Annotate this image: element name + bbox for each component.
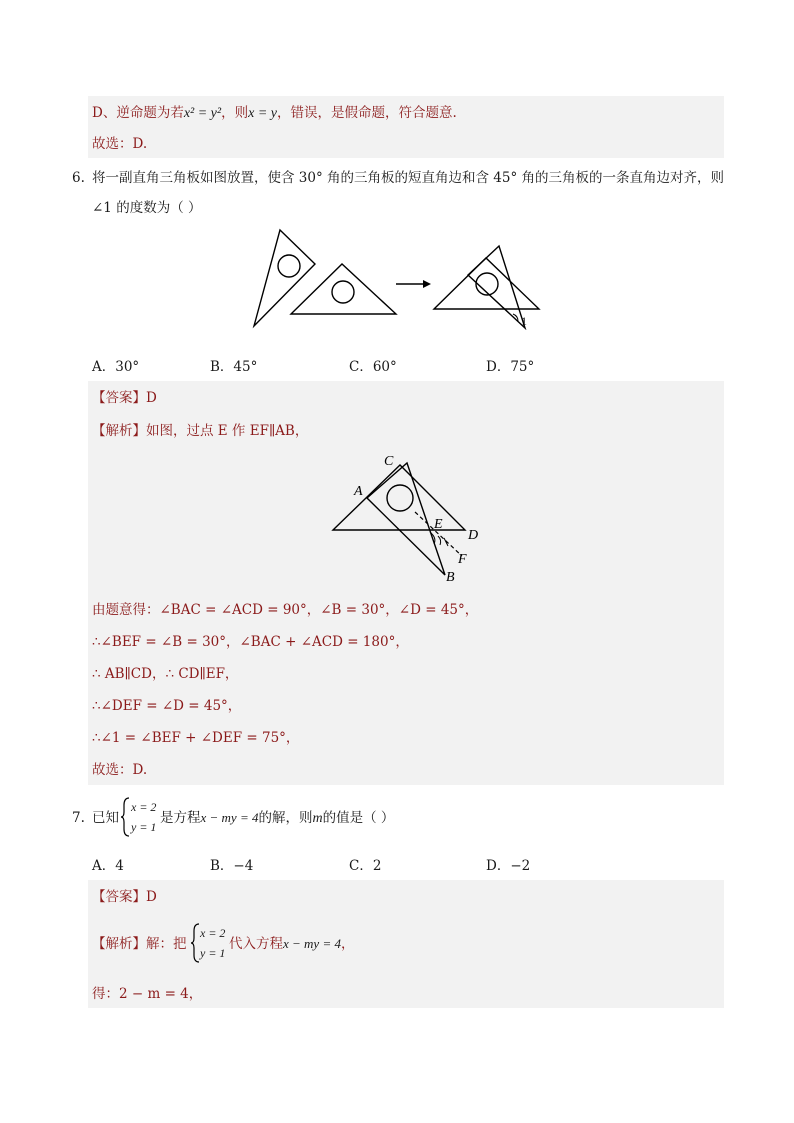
q7-brace-icon xyxy=(120,797,130,837)
label-f: F xyxy=(458,552,467,567)
q6-number: 6. xyxy=(72,170,85,186)
q5-choose: 故选：D. xyxy=(92,136,148,152)
q7-analysis-prefix: 【解析】解：把 xyxy=(92,936,187,952)
q7-stem-rest: 是方程x − my = 4的解，则m的值是（ ） xyxy=(160,810,395,826)
q6-step-2: ∴∠BEF = ∠B = 30°，∠BAC + ∠ACD = 180°， xyxy=(92,634,409,650)
q7-option-a: A．4 xyxy=(92,858,124,874)
q6-choose: 故选：D. xyxy=(92,762,148,778)
q6-angle-label: 1 xyxy=(521,314,527,328)
q7-analysis-brace-icon xyxy=(190,923,200,963)
q6-option-a: A．30° xyxy=(92,359,140,375)
q7-answer: 【答案】D xyxy=(92,889,157,905)
q6-step-4: ∴∠DEF = ∠D = 45°， xyxy=(92,698,242,714)
q6-figure-triangles xyxy=(240,222,550,330)
q5-option-d-analysis: D、逆命题为若x² = y²，则x = y，错误，是假命题，符合题意. xyxy=(92,105,457,121)
q6-step-5: ∴∠1 = ∠BEF + ∠DEF = 75°， xyxy=(92,730,300,746)
q6-step-3: ∴ AB∥CD，∴ CD∥EF， xyxy=(92,666,239,682)
q7-system-top: x = 2 xyxy=(131,800,157,814)
q7-result: 得：2 − m = 4， xyxy=(92,986,203,1002)
q6-step-1: 由题意得：∠BAC = ∠ACD = 90°，∠B = 30°，∠D = 45°， xyxy=(92,602,479,618)
q7-option-d: D．−2 xyxy=(486,858,531,874)
q6-option-b: B．45° xyxy=(210,359,258,375)
q7-option-b: B．−4 xyxy=(210,858,254,874)
q6-stem-line1: 将一副直角三角板如图放置，使含 30° 角的三角板的短直角边和含 45° 角的三角板的一条直角边对齐，则 xyxy=(92,170,725,186)
q7-system-bottom: y = 1 xyxy=(131,820,157,834)
label-e: E xyxy=(434,517,443,532)
q6-answer: 【答案】D xyxy=(92,390,157,406)
label-b: B xyxy=(446,570,455,585)
label-d: D xyxy=(468,528,479,543)
q7-stem-prefix: 已知 xyxy=(92,810,119,826)
label-a: A xyxy=(354,484,363,499)
q6-analysis: 【解析】如图，过点 E 作 EF∥AB， xyxy=(92,423,309,439)
q7-analysis-system-top: x = 2 xyxy=(200,926,226,940)
q7-number: 7. xyxy=(72,810,85,826)
q7-analysis-system-bottom: y = 1 xyxy=(200,946,226,960)
q6-option-c: C．60° xyxy=(349,359,397,375)
q6-solution-figure xyxy=(330,448,490,588)
q6-option-d: D．75° xyxy=(486,359,535,375)
label-c: C xyxy=(384,454,394,469)
q6-stem-line2: ∠1 的度数为（ ） xyxy=(92,200,202,216)
q7-option-c: C．2 xyxy=(349,858,382,874)
q7-analysis-rest: 代入方程x − my = 4， xyxy=(229,936,355,952)
